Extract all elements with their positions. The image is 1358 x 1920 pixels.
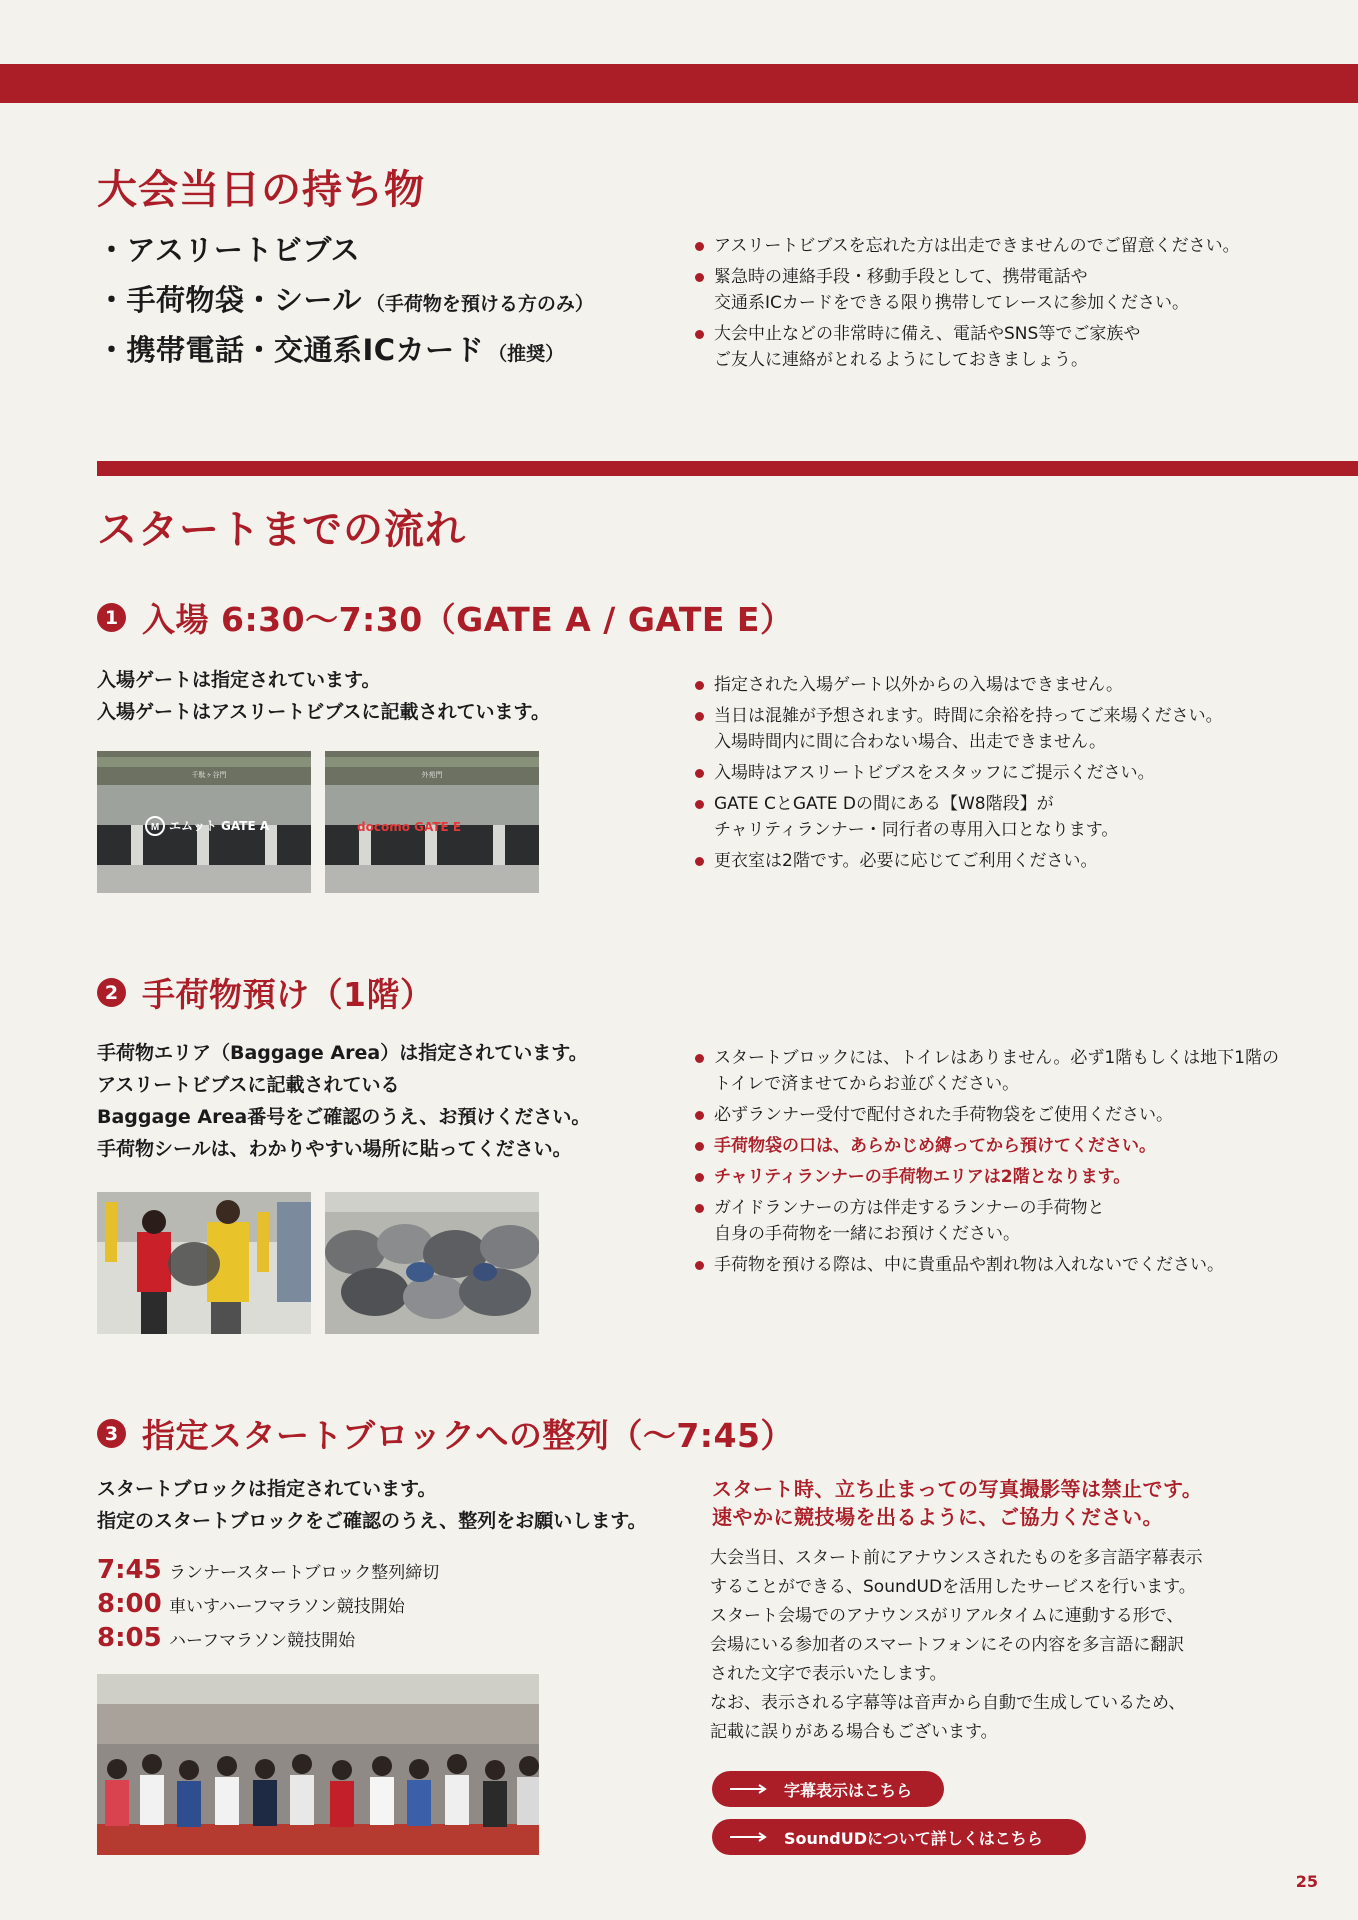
baggage-handover-photo <box>97 1192 311 1334</box>
schedule-desc: ランナースタートブロック整列締切 <box>169 1562 440 1583</box>
step1-title: 入場 6:30〜7:30（GATE A / GATE E） <box>142 600 794 639</box>
note-item: 更衣室は2階です。必要に応じてご利用ください。 <box>694 848 1334 874</box>
note-item: 指定された入場ゲート以外からの入場はできません。 <box>694 672 1334 698</box>
schedule-list <box>97 1553 439 1655</box>
note-item: 手荷物を預ける際は、中に貴重品や割れ物は入れないでください。 <box>694 1252 1334 1278</box>
belongings-item <box>97 228 594 278</box>
belongings-list <box>97 228 594 378</box>
step1-description: 入場ゲートは指定されています。 入場ゲートはアスリートビブスに記載されています。 <box>97 669 550 723</box>
flow-title: スタートまでの流れ <box>97 507 466 553</box>
schedule-row <box>97 1587 439 1621</box>
section-divider <box>97 461 1358 476</box>
step2-notes <box>694 1045 1334 1283</box>
schedule-row <box>97 1621 439 1655</box>
step2-description: 手荷物エリア（Baggage Area）は指定されています。 アスリートビブスに記載されている Baggage Area番号をご確認のうえ、お預けください。 手荷物シールは、わかりやすい場所に貼ってください。 <box>97 1042 591 1160</box>
subtitle-display-button-label: 字幕表示はこちら <box>784 1780 913 1800</box>
subtitle-display-button[interactable] <box>712 1771 944 1807</box>
note-item: 必ずランナー受付で配付された手荷物袋をご使用ください。 <box>694 1102 1334 1128</box>
belongings-item <box>97 328 594 378</box>
belongings-item <box>97 278 594 328</box>
step1-notes <box>694 672 1334 879</box>
belongings-item-note: （推奨） <box>488 343 565 365</box>
note-item: GATE CとGATE Dの間にある【W8階段】が チャリティランナー・同行者の専用入口となります。 <box>694 791 1334 843</box>
baggage-area-photo <box>325 1192 539 1334</box>
step2-heading <box>97 969 433 1016</box>
soundud-description: 大会当日、スタート前にアナウンスされたものを多言語字幕表示 することができる、SoundUDを活用したサービスを行います。 スタート会場でのアナウンスがリアルタイムに連動する形で、 会場にいる参加者のスマートフォンにその内容を多言語に翻訳 された文字で表示いたします。 なお、表示される字幕等は音声から自動で生成しているため、 記載に誤りがある場合もございます。 <box>710 1548 1203 1742</box>
page-number: 25 <box>1295 1872 1318 1891</box>
belongings-title: 大会当日の持ち物 <box>97 167 425 213</box>
gate-a-photo <box>97 751 311 893</box>
svg-text:外苑門: 外苑門 <box>421 771 443 779</box>
note-item: 緊急時の連絡手段・移動手段として、携帯電話や 交通系ICカードをできる限り携帯してレースに参加ください。 <box>694 264 1314 316</box>
step-number-icon: 2 <box>97 978 126 1007</box>
note-item-important: 手荷物袋の口は、あらかじめ縛ってから預けてください。 <box>694 1133 1334 1159</box>
schedule-time: 8:05 <box>97 1623 162 1653</box>
step-number-icon: 3 <box>97 1419 126 1448</box>
step3-heading <box>97 1410 794 1457</box>
svg-text:千駄ヶ谷門: 千駄ヶ谷門 <box>191 771 227 779</box>
soundud-info-button[interactable] <box>712 1819 1086 1855</box>
note-item: スタートブロックには、トイレはありません。必ず1階もしくは地下1階の トイレで済ませてからお並びください。 <box>694 1045 1334 1097</box>
note-item-important: チャリティランナーの手荷物エリアは2階となります。 <box>694 1164 1334 1190</box>
arrow-right-icon <box>730 1784 768 1794</box>
header-band <box>0 64 1358 103</box>
schedule-time: 8:00 <box>97 1589 162 1619</box>
belongings-item-label: ・アスリートビブス <box>97 233 361 267</box>
note-item: ガイドランナーの方は伴走するランナーの手荷物と 自身の手荷物を一緒にお預けください。 <box>694 1195 1334 1247</box>
note-item: 当日は混雑が予想されます。時間に余裕を持ってご来場ください。 入場時間内に間に合わない場合、出走できません。 <box>694 703 1334 755</box>
note-item: アスリートビブスを忘れた方は出走できませんのでご留意ください。 <box>694 233 1314 259</box>
gate-e-photo <box>325 751 539 893</box>
belongings-item-label: ・携帯電話・交通系ICカード <box>97 333 485 367</box>
schedule-time: 7:45 <box>97 1555 162 1585</box>
svg-text:M: M <box>150 822 160 833</box>
svg-text:エムット GATE A: エムット GATE A <box>169 819 270 833</box>
note-item: 大会中止などの非常時に備え、電話やSNS等でご家族や ご友人に連絡がとれるようにしておきましょう。 <box>694 321 1314 373</box>
step3-title: 指定スタートブロックへの整列（〜7:45） <box>142 1416 794 1455</box>
step-number-icon: 1 <box>97 603 126 632</box>
soundud-info-button-label: SoundUDについて詳しくはこちら <box>784 1828 1043 1848</box>
photo-warning: スタート時、立ち止まっての写真撮影等は禁止です。 速やかに競技場を出るように、ご協力ください。 <box>712 1477 1203 1529</box>
belongings-notes <box>694 233 1314 378</box>
note-item: 入場時はアスリートビブスをスタッフにご提示ください。 <box>694 760 1334 786</box>
step1-heading <box>97 594 793 641</box>
svg-text:docomo GATE E: docomo GATE E <box>357 820 462 834</box>
step3-description: スタートブロックは指定されています。 指定のスタートブロックをご確認のうえ、整列をお願いします。 <box>97 1478 647 1532</box>
belongings-item-note: （手荷物を預ける方のみ） <box>365 293 594 315</box>
schedule-row <box>97 1553 439 1587</box>
schedule-desc: ハーフマラソン競技開始 <box>169 1630 356 1651</box>
schedule-desc: 車いすハーフマラソン競技開始 <box>169 1596 405 1617</box>
step2-title: 手荷物預け（1階） <box>142 975 434 1014</box>
belongings-item-label: ・手荷物袋・シール <box>97 283 362 317</box>
arrow-right-icon <box>730 1832 768 1842</box>
start-block-runners-photo <box>97 1674 539 1855</box>
